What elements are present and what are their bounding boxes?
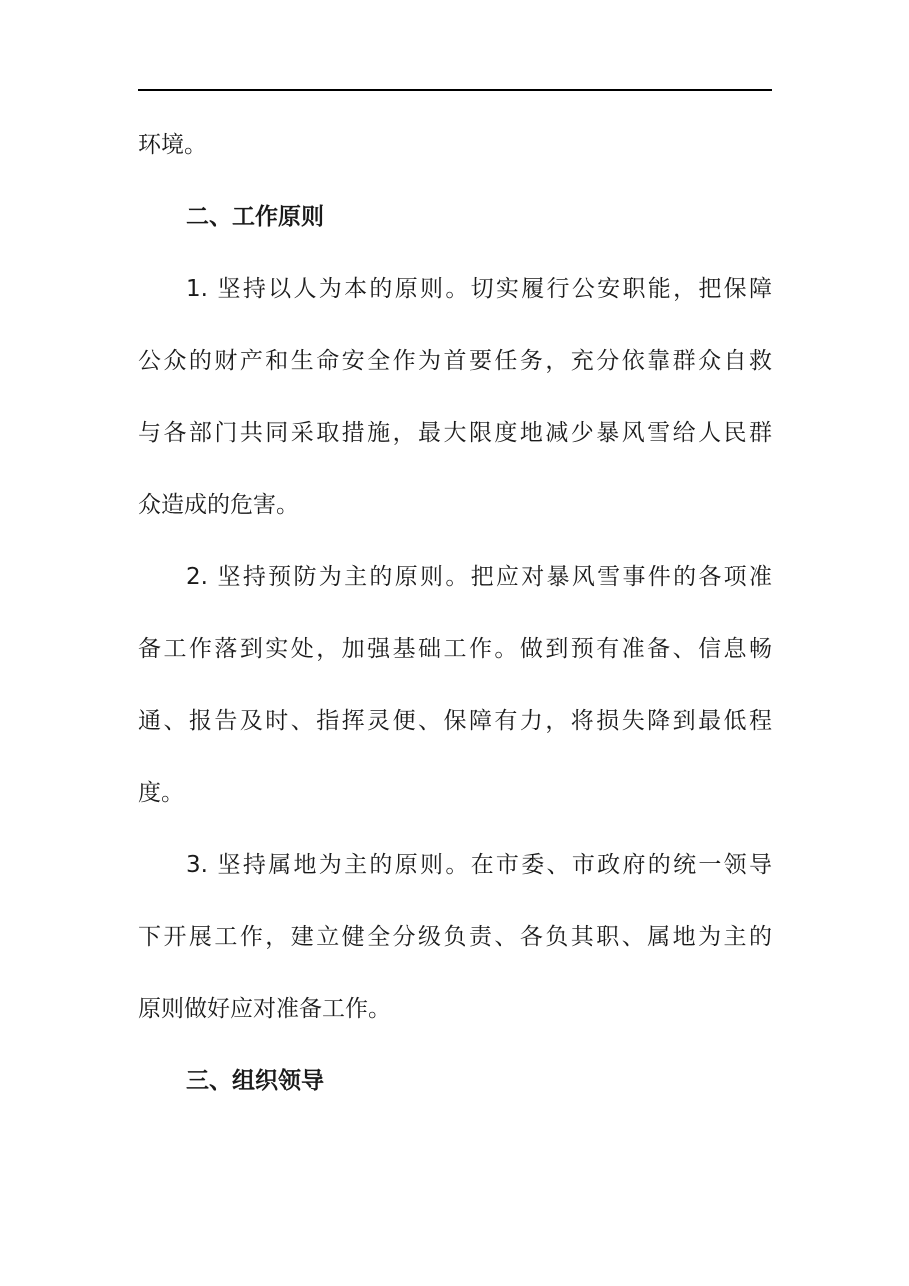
document-body xyxy=(138,115,772,1123)
principle-2-line-4: 度。 xyxy=(138,780,184,806)
principle-1-line-3: 与各部门共同采取措施，最大限度地减少暴风雪给人民群 xyxy=(138,420,772,446)
section-heading-principles: 二、工作原则 xyxy=(186,204,324,230)
principle-2-line-1: 2. 坚持预防为主的原则。把应对暴风雪事件的各项准 xyxy=(186,564,772,590)
principle-1-line-4: 众造成的危害。 xyxy=(138,492,299,518)
principle-3-line-3: 原则做好应对准备工作。 xyxy=(138,996,391,1022)
principle-1-line-2: 公众的财产和生命安全作为首要任务，充分依靠群众自救 xyxy=(138,348,772,374)
principle-3-line-2: 下开展工作，建立健全分级负责、各负其职、属地为主的 xyxy=(138,924,772,950)
section-heading-organization: 三、组织领导 xyxy=(186,1068,324,1094)
paragraph-continuation: 环境。 xyxy=(138,132,207,158)
principle-1-line-1: 1. 坚持以人为本的原则。切实履行公安职能，把保障 xyxy=(186,276,772,302)
principle-3-line-1: 3. 坚持属地为主的原则。在市委、市政府的统一领导 xyxy=(186,852,772,878)
principle-2-line-3: 通、报告及时、指挥灵便、保障有力，将损失降到最低程 xyxy=(138,708,772,734)
principle-2-line-2: 备工作落到实处，加强基础工作。做到预有准备、信息畅 xyxy=(138,636,772,662)
header-rule xyxy=(138,89,772,91)
